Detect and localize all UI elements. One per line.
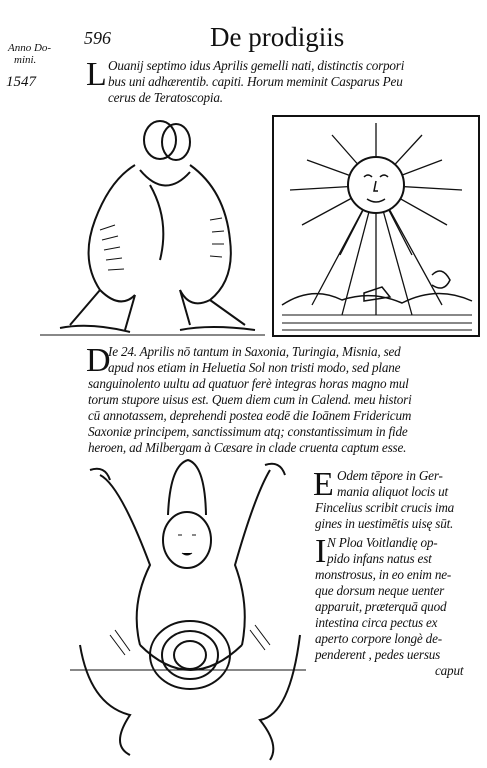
text-line: pido infans natus est (327, 551, 432, 566)
text-line: intestina circa pectus ex (315, 615, 438, 630)
woodcut-blood-sun (272, 115, 480, 337)
text-line: Saxoniæ principem, sanctissimum atq; constantissimum in fide (88, 424, 408, 439)
text-line: N Ploa Voitlandię op- (327, 535, 438, 550)
text-line: bus uni adhærentib. capiti. Horum meminit Casparus Peu (108, 74, 403, 89)
text-line: aperto corpore longè de- (315, 631, 442, 646)
drop-cap: E (313, 466, 334, 503)
text-line: mania aliquot locis ut (337, 484, 448, 499)
text-line: apparuit, præterquā quod (315, 599, 447, 614)
year-note: 1547 (6, 74, 36, 90)
page-number: 596 (84, 28, 111, 48)
text-line: Fincelius scribit crucis ima (315, 500, 455, 515)
catchword: caput (435, 663, 464, 678)
text-line: monstrosus, in eo enim ne- (315, 567, 452, 582)
text-line: Odem tēpore in Ger- (337, 468, 443, 483)
text-line: gines in uestimētis uisę sūt. (315, 516, 454, 531)
text-line: sanguinolento uultu ad quatuor ferè integras horas magno mul (88, 376, 409, 391)
text-line: cerus de Teratoscopia. (108, 90, 223, 105)
text-line: cū annotassem, deprehendi postea eodē die Ioānem Fridericum (88, 408, 412, 423)
text-line: heroen, ad Milbergam à Cæsare in clade cruenta captum esse. (88, 440, 407, 455)
woodcut-monstrous-infant (70, 455, 306, 765)
woodcut-conjoined-twins (40, 110, 265, 338)
text-line: penderent , pedes uersus (315, 647, 441, 662)
text-line: Ie 24. Aprilis nō tantum in Saxonia, Turingia, Misnia, sed (108, 344, 401, 359)
text-line: apud nos etiam in Heluetia Sol non tristi modo, sed plane (108, 360, 401, 375)
text-line: que dorsum neque uenter (315, 583, 445, 598)
margin-note-line: Anno Do- (8, 42, 52, 54)
drop-cap: D (86, 342, 111, 379)
drop-cap: I (315, 533, 327, 570)
running-title: De prodigiis (210, 22, 345, 52)
drop-cap: L (86, 56, 107, 93)
text-line: Ouanij septimo idus Aprilis gemelli nati, distinctis corpori (108, 58, 405, 73)
margin-note (8, 42, 63, 66)
margin-note-line: mini. (14, 54, 37, 66)
text-line: torum stupore uisus est. Quem diem cum in Calend. meu histori (88, 392, 412, 407)
